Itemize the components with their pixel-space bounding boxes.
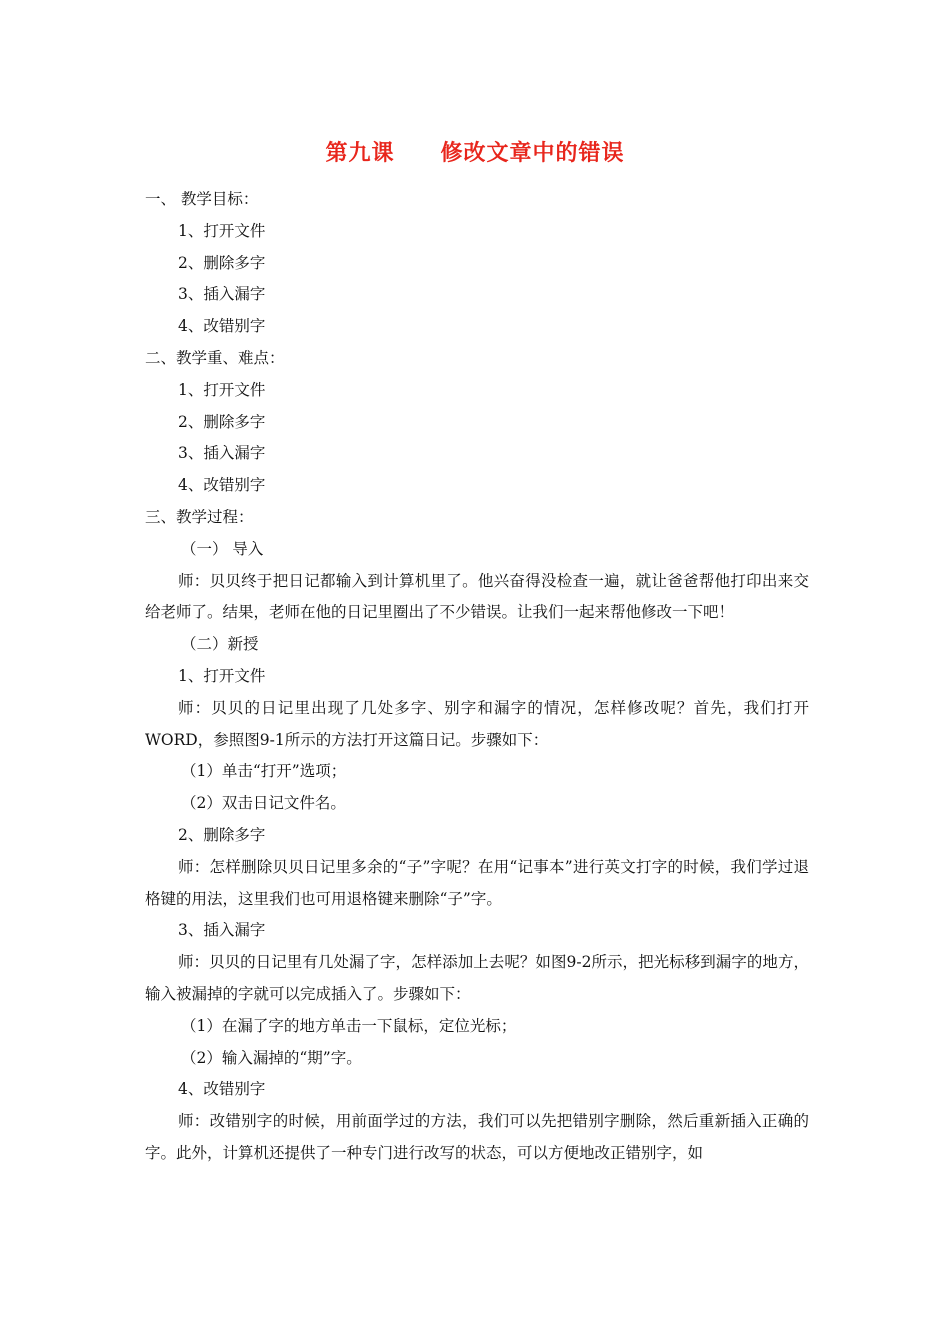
paragraph-intro: 师：贝贝终于把日记都输入到计算机里了。他兴奋得没检查一遍，就让爸爸帮他打印出来交给老师了。结果，老师在他的日记里圈出了不少错误。让我们一起来帮他修改一下吧！: [145, 571, 809, 622]
list-item: 2、删除多字: [178, 253, 266, 272]
step-substep: （1）在漏了字的地方单击一下鼠标，定位光标；: [181, 1016, 517, 1035]
list-item: 3、插入漏字: [178, 444, 266, 463]
paragraph-delete: 师：怎样删除贝贝日记里多余的“子”字呢？在用“记事本”进行英文打字的时候，我们学过退格键的用法，这里我们也可用退格键来删除“子”字。: [145, 857, 809, 908]
step-substep: （2）双击日记文件名。: [181, 794, 346, 813]
list-item: 4、改错别字: [178, 476, 266, 495]
document-body: [145, 184, 809, 1170]
subsection-heading-intro: （一） 导入: [181, 539, 264, 558]
paragraph-open-file: 师：贝贝的日记里出现了几处多字、别字和漏字的情况，怎样修改呢？首先，我们打开WORD，参照图9-1所示的方法打开这篇日记。步骤如下：: [145, 698, 809, 749]
list-item: 1、打开文件: [178, 221, 266, 240]
step-substep: （1）单击“打开”选项；: [181, 762, 347, 781]
section-heading-process: 三、教学过程：: [145, 507, 254, 526]
step-heading-delete: 2、删除多字: [178, 825, 266, 844]
list-item: 2、删除多字: [178, 412, 266, 431]
section-heading-goals: 一、 教学目标：: [145, 190, 259, 208]
section-heading-key-points: 二、教学重、难点：: [145, 348, 285, 367]
list-item: 1、打开文件: [178, 380, 266, 399]
step-substep: （2）输入漏掉的“期”字。: [181, 1048, 362, 1067]
step-heading-insert: 3、插入漏字: [178, 921, 266, 940]
paragraph-correct: 师：改错别字的时候，用前面学过的方法，我们可以先把错别字删除，然后重新插入正确的字。此外，计算机还提供了一种专门进行改写的状态，可以方便地改正错别字，如: [145, 1112, 809, 1162]
page-title: 第九课 修改文章中的错误: [325, 140, 625, 166]
paragraph-insert: 师：贝贝的日记里有几处漏了字，怎样添加上去呢？如图9-2所示，把光标移到漏字的地方，输入被漏掉的字就可以完成插入了。步骤如下：: [145, 953, 809, 1003]
list-item: 3、插入漏字: [178, 285, 266, 304]
subsection-heading-new: （二）新授: [181, 635, 259, 654]
step-heading-correct: 4、改错别字: [178, 1080, 266, 1099]
step-heading-open-file: 1、打开文件: [178, 666, 266, 685]
list-item: 4、改错别字: [178, 317, 266, 336]
